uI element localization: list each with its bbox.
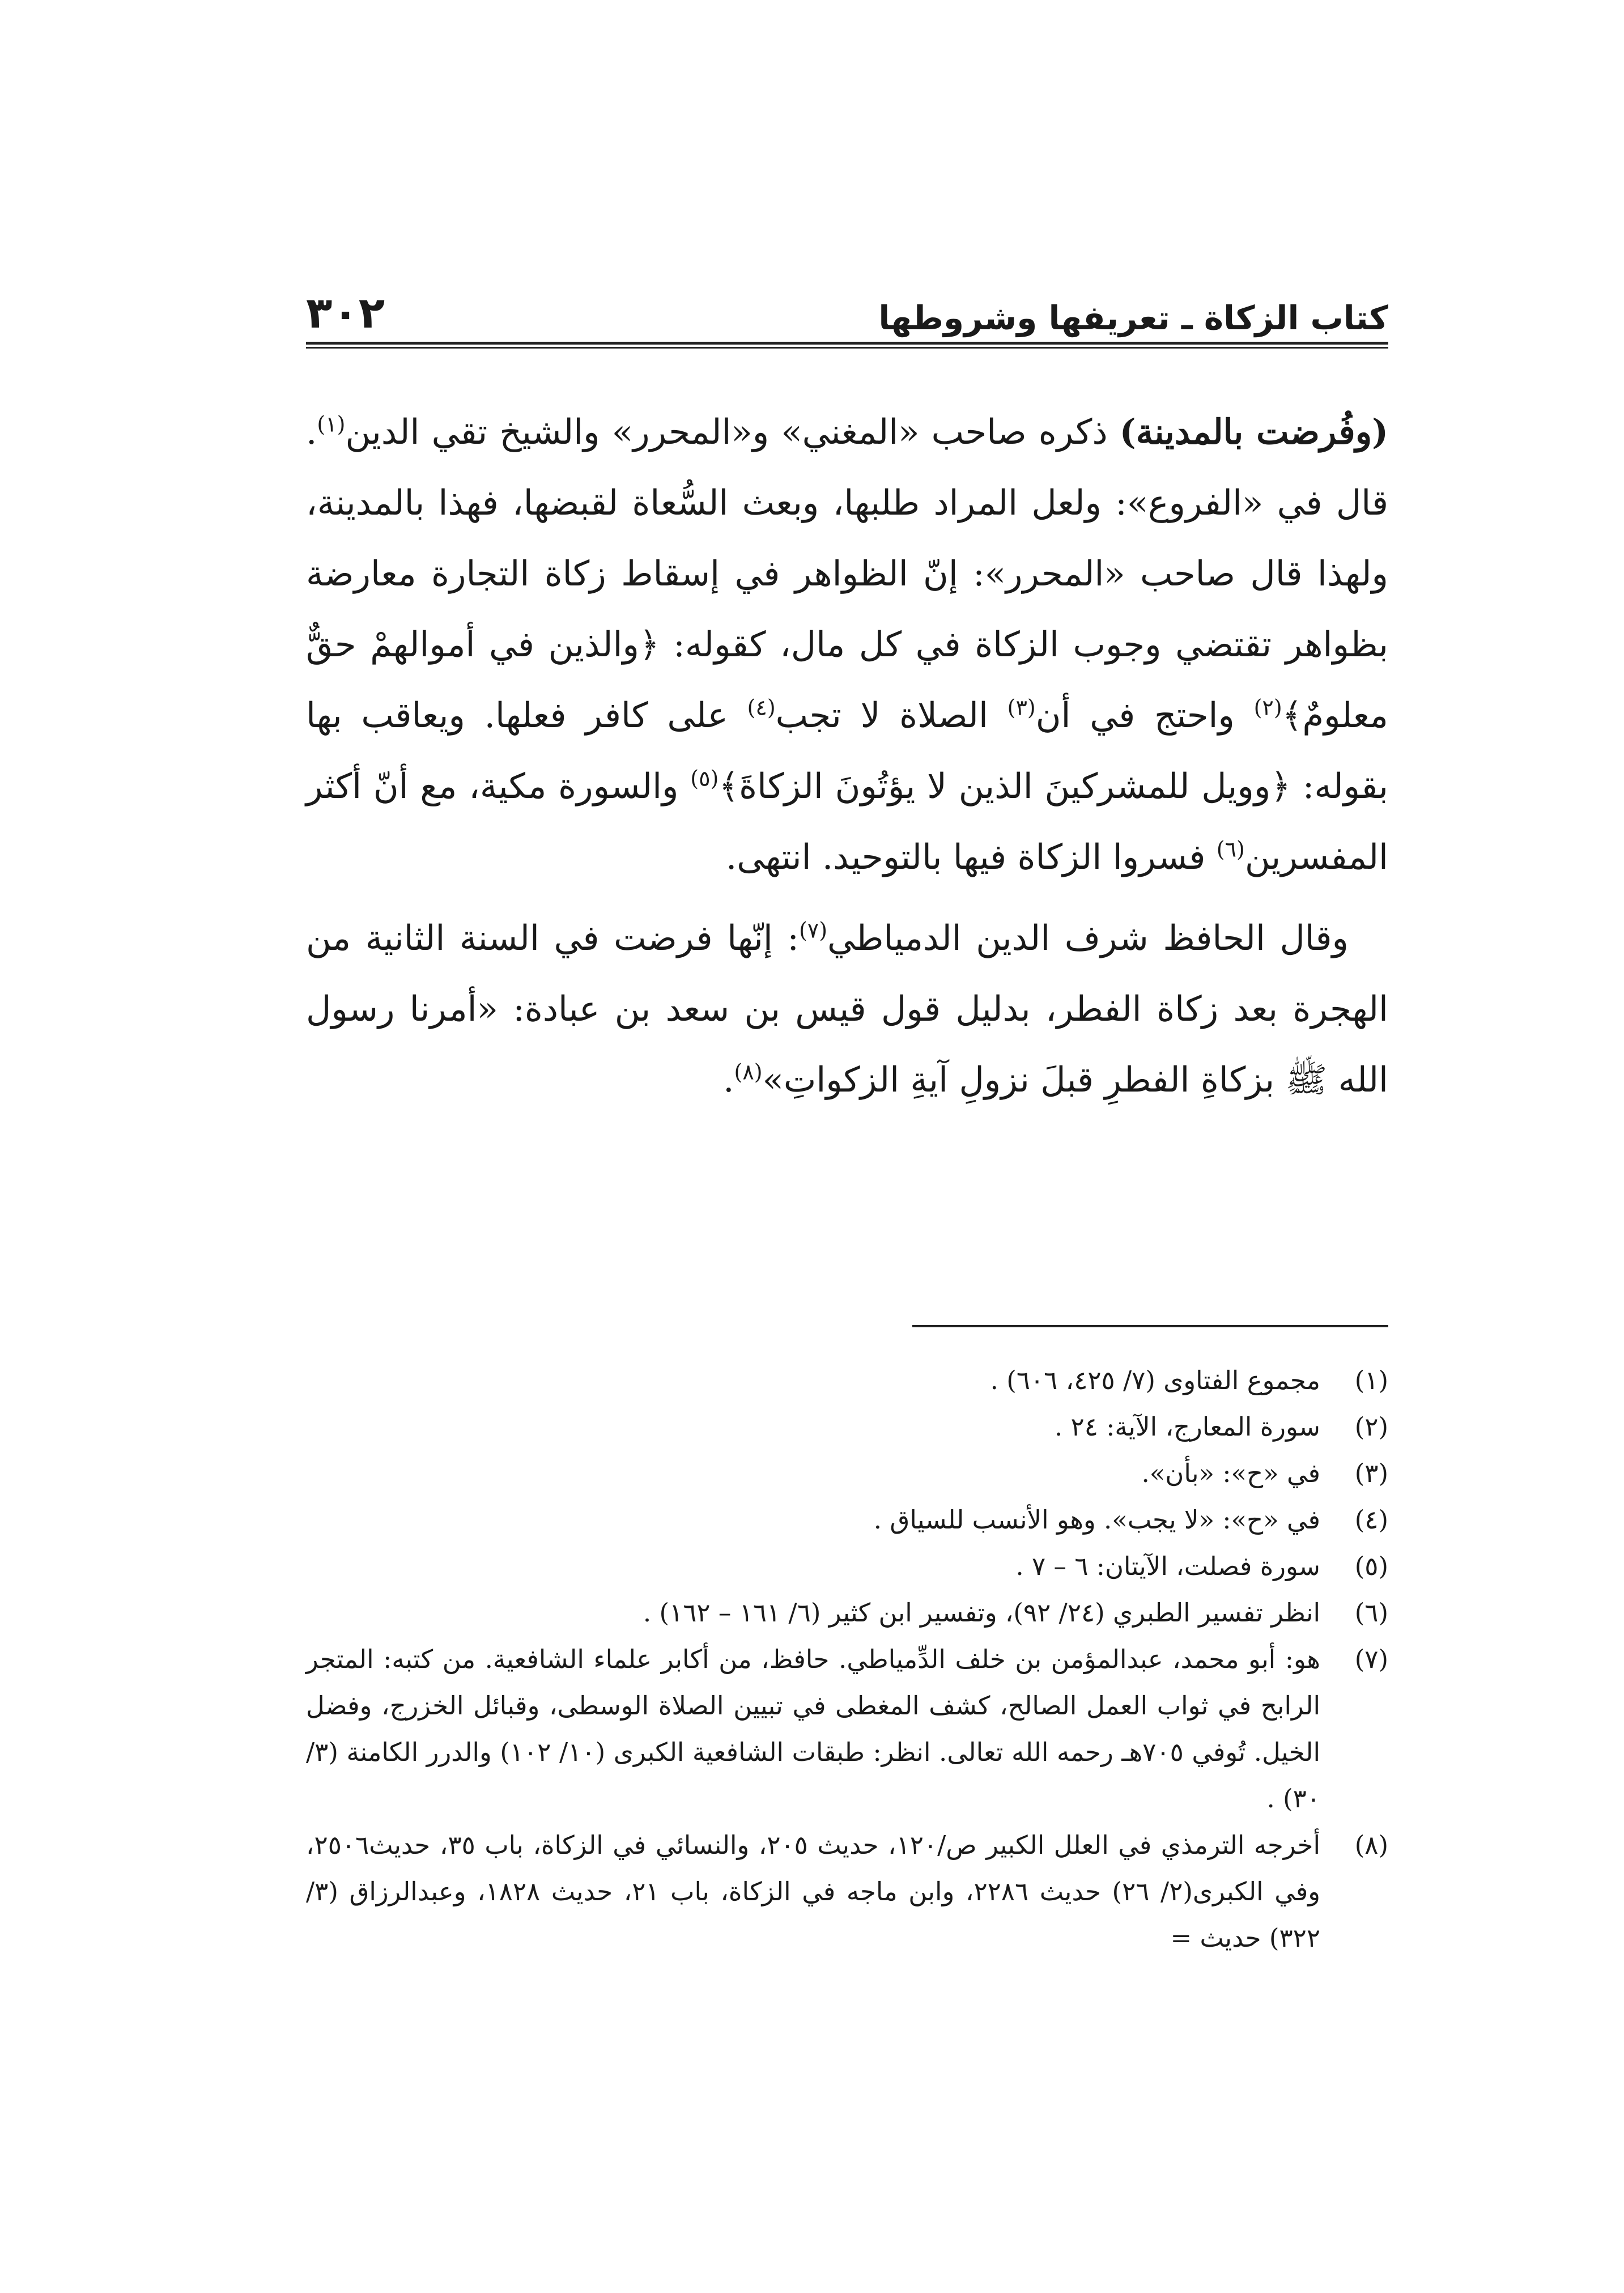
text-run: الصلاة لا تجب [775,695,1007,736]
header-divider [306,342,1388,349]
footnote-ref: (٨) [734,1059,763,1085]
paragraph-2 [306,903,1388,1115]
footnote-number: (٦) [1354,1598,1388,1628]
footnote-text: هو: أبو محمد، عبدالمؤمن بن خلف الدِّمياطي. حافظ، من أكابر علماء الشافعية. من كتبه: المتجر الرابح في ثواب العمل الصالح، كشف المغطى في تبيين الصلاة الوسطى، وقبائل الخزرج، وفضل الخيل. تُوفي ٧٠٥هـ رحمه الله تعالى. انظر: طبقات الشافعية الكبرى (١٠/ ١٠٢) والدرر الكامنة (٣/ ٣٠) . [306,1644,1320,1814]
footnote-text: مجموع الفتاوى (٧/ ٤٢٥، ٦٠٦) . [990,1365,1320,1395]
footnote-item [306,1404,1388,1450]
footnote-ref: (٧) [798,918,828,943]
text-run: فسروا الزكاة فيها بالتوحيد. انتهى. [725,837,1217,877]
footnote-item [306,1822,1388,1961]
footnote-number: (٨) [1354,1830,1388,1860]
footnote-number: (١) [1354,1365,1388,1395]
footnote-item [306,1543,1388,1590]
footnote-item [306,1450,1388,1497]
text-run: . قال في «الفروع»: ولعل المراد طلبها، وبعث السُّعاة لقبضها، فهذا بالمدينة، ولهذا قال صاحب «المحرر»: إنّ الظواهر في إسقاط زكاة التجارة معارضة بظواهر تقتضي وجوب الزكاة في كل مال، كقوله: ﴿والذين في أموالهمْ حقٌّ معلومٌ﴾ [306,412,1388,736]
footnote-ref: (١) [317,411,346,437]
footnote-number: (٧) [1354,1644,1388,1674]
text-run: . [723,1060,734,1100]
footnote-number: (٥) [1354,1551,1388,1581]
footnote-number: (٢) [1354,1412,1388,1442]
footnote-ref: (٥) [690,766,719,791]
main-text [306,397,1388,1126]
book-page [306,0,1388,2293]
text-run: على كافر فعلها. ويعاقب بها بقوله: ﴿وويل للمشركينَ الذين لا يؤتُونَ الزكاةَ﴾ [306,695,1389,806]
footnotes [306,1357,1388,1961]
footnote-item [306,1636,1388,1822]
text-run: : إنّها فرضت في السنة الثانية من الهجرة بعد زكاة الفطر، بدليل قول قيس بن سعد بن عبادة: «أمرنا رسول الله ﷺ بزكاةِ الفطرِ قبلَ نزولِ آيةِ الزكواتِ» [306,918,1388,1100]
text-run: وقال الحافظ شرف الدين الدمياطي [827,918,1349,958]
footnote-item [306,1497,1388,1543]
page-header [306,266,1388,338]
paragraph-1 [306,397,1388,893]
footnote-number: (٤) [1354,1505,1388,1535]
footnote-number: (٣) [1354,1458,1388,1488]
text-run: والسورة مكية، مع أنّ أكثر المفسرين [306,766,1388,877]
footnote-text: انظر تفسير الطبري (٢٤/ ٩٢)، وتفسير ابن كثير (٦/ ١٦١ – ١٦٢) . [643,1598,1320,1628]
footnote-text: في «ح»: «لا يجب». وهو الأنسب للسياق . [873,1505,1320,1535]
footnote-item [306,1357,1388,1404]
footnote-text: سورة فصلت، الآيتان: ٦ – ٧ . [1015,1551,1320,1581]
footnote-text: أخرجه الترمذي في العلل الكبير ص/١٢٠، حديث ٢٠٥، والنسائي في الزكاة، باب ٣٥، حديث٢٥٠٦، وفي الكبرى(٢/ ٢٦) حديث ٢٢٨٦، وابن ماجه في الزكاة، باب ٢١، حديث ١٨٢٨، وعبدالرزاق (٣/ ٣٢٢) حديث = [306,1830,1320,1953]
footnote-ref: (٣) [1007,695,1036,720]
bold-lead: (وفُرضت بالمدينة) [1119,412,1389,452]
footnote-text: سورة المعارج، الآية: ٢٤ . [1054,1412,1320,1442]
footnote-divider [912,1325,1388,1327]
page-number: ٣٠٢ [306,287,385,338]
footnote-text: في «ح»: «بأن». [1141,1458,1320,1488]
text-run: واحتج في أن [1035,695,1254,736]
footnote-item [306,1590,1388,1636]
footnote-ref: (٤) [747,695,776,720]
text-run: ذكره صاحب «المغني» و«المحرر» والشيخ تقي الدين [345,412,1120,452]
running-title: كتاب الزكاة ـ تعريفها وشروطها [878,299,1388,337]
footnote-ref: (٦) [1216,836,1245,862]
footnote-ref: (٢) [1253,695,1282,720]
